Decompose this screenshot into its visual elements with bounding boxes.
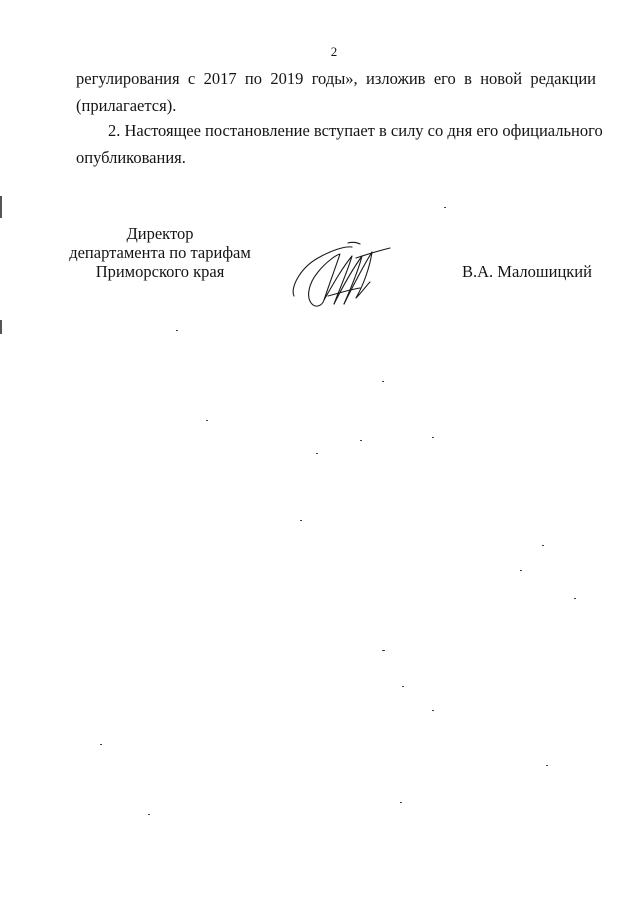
- scan-speck: [148, 814, 150, 815]
- scan-speck: [402, 686, 404, 687]
- signer-name: В.А. Малошицкий: [462, 262, 592, 281]
- paragraph-1-line-2: (прилагается).: [76, 96, 177, 115]
- scan-speck: [300, 520, 302, 521]
- paragraph-1: [76, 65, 596, 119]
- page-number: 2: [330, 44, 338, 59]
- signer-position-line-1: Директор: [126, 224, 194, 243]
- paragraph-2-line-2: опубликования.: [76, 148, 186, 167]
- scan-speck: [360, 440, 362, 441]
- signer-position-line-2: департамента по тарифам: [69, 243, 251, 262]
- scan-speck: [444, 207, 446, 208]
- scan-speck: [176, 330, 178, 331]
- signer-position-line-3: Приморского края: [95, 262, 225, 281]
- scan-speck: [520, 570, 522, 571]
- scan-speck: [382, 650, 385, 651]
- paragraph-1-line-1: регулирования с 2017 по 2019 годы», изложив его в новой редакции: [76, 69, 596, 88]
- scan-speck: [100, 744, 102, 745]
- scan-speck: [546, 765, 548, 766]
- scan-edge-mark: [0, 320, 2, 334]
- paragraph-2: [76, 117, 603, 171]
- signer-position: [60, 224, 260, 281]
- handwritten-signature: [286, 238, 396, 312]
- scan-speck: [400, 802, 402, 803]
- scan-edge-mark: [0, 196, 2, 218]
- scan-speck: [574, 598, 576, 599]
- scan-speck: [542, 545, 544, 546]
- scan-speck: [206, 420, 208, 421]
- scan-speck: [382, 381, 384, 382]
- scan-speck: [432, 710, 434, 711]
- paragraph-2-line-1: 2. Настоящее постановление вступает в силу со дня его официального: [108, 121, 603, 140]
- scan-speck: [316, 453, 318, 454]
- scan-speck: [432, 437, 434, 438]
